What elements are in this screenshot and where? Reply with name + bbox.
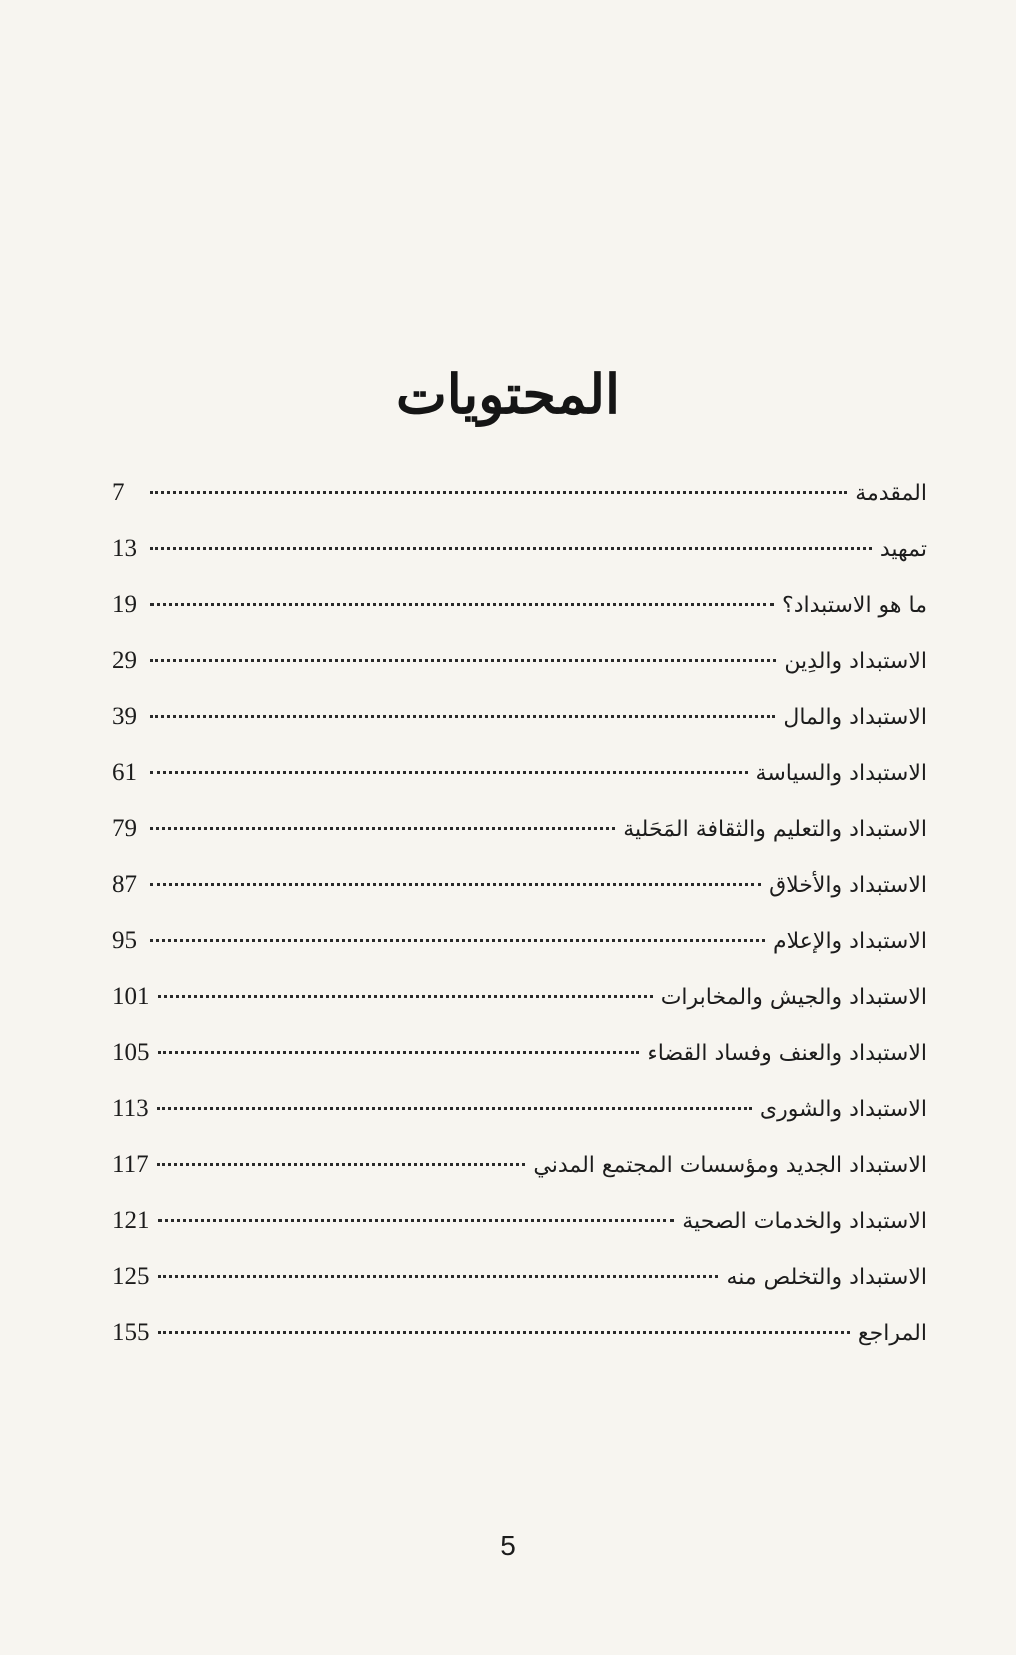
toc-entry-tyranny-shura xyxy=(112,1095,927,1151)
toc-entry-page: 121 xyxy=(112,1207,150,1234)
toc-entry-tyranny-religion xyxy=(112,647,927,703)
dot-leader xyxy=(150,659,776,662)
toc-entry-tyranny-money xyxy=(112,703,927,759)
toc-entry-page: 113 xyxy=(112,1095,149,1122)
dot-leader xyxy=(158,1331,850,1334)
page-number: 5 xyxy=(500,1530,516,1561)
toc-entry-label: المقدمة xyxy=(855,481,927,506)
contents-title: المحتويات xyxy=(395,362,621,427)
toc-entry-page: 7 xyxy=(112,479,125,506)
toc-entry-page: 29 xyxy=(112,647,137,674)
dot-leader xyxy=(158,1051,640,1054)
dot-leader xyxy=(150,547,872,550)
toc-entry-label: الاستبداد الجديد ومؤسسات المجتمع المدني xyxy=(533,1153,927,1178)
toc-entry-label: الاستبداد والتعليم والثقافة المَحَلية xyxy=(623,817,927,842)
dot-leader xyxy=(150,603,774,606)
toc-entry-page: 79 xyxy=(112,815,137,842)
dot-leader xyxy=(150,715,775,718)
toc-entry-tyranny-army xyxy=(112,983,927,1039)
toc-entry-tyranny-education xyxy=(112,815,927,871)
toc-entry-tyranny-riddance xyxy=(112,1263,927,1319)
toc-entry-introduction xyxy=(112,479,927,535)
toc-entry-label: الاستبداد والأخلاق xyxy=(769,873,927,898)
toc-entry-page: 61 xyxy=(112,759,137,786)
dot-leader xyxy=(158,1275,719,1278)
dot-leader xyxy=(150,883,761,886)
toc-entry-label: الاستبداد والتخلص منه xyxy=(726,1265,927,1290)
toc-entry-tyranny-ethics xyxy=(112,871,927,927)
toc-entry-tyranny-violence xyxy=(112,1039,927,1095)
dot-leader xyxy=(158,1219,675,1222)
table-of-contents xyxy=(112,479,927,1375)
dot-leader xyxy=(150,771,748,774)
toc-entry-what-is-tyranny xyxy=(112,591,927,647)
toc-entry-tyranny-media xyxy=(112,927,927,983)
toc-entry-page: 155 xyxy=(112,1319,150,1346)
toc-entry-label: الاستبداد والجيش والمخابرات xyxy=(660,985,927,1010)
toc-entry-label: الاستبداد والمال xyxy=(783,705,927,730)
dot-leader xyxy=(158,995,653,998)
dot-leader xyxy=(157,1163,526,1166)
toc-entry-references xyxy=(112,1319,927,1375)
toc-entry-label: الاستبداد والعنف وفساد القضاء xyxy=(647,1041,927,1066)
dot-leader xyxy=(150,491,847,494)
toc-entry-page: 19 xyxy=(112,591,137,618)
toc-entry-page: 117 xyxy=(112,1151,149,1178)
toc-entry-page: 13 xyxy=(112,535,137,562)
dot-leader xyxy=(157,1107,752,1110)
toc-entry-new-tyranny xyxy=(112,1151,927,1207)
toc-entry-tyranny-politics xyxy=(112,759,927,815)
toc-entry-page: 101 xyxy=(112,983,150,1010)
toc-entry-label: الاستبداد والدِين xyxy=(784,649,927,674)
toc-entry-label: تمهيد xyxy=(879,537,927,562)
toc-entry-label: ما هو الاستبداد؟ xyxy=(782,593,927,618)
toc-entry-page: 95 xyxy=(112,927,137,954)
toc-entry-page: 105 xyxy=(112,1039,150,1066)
toc-entry-page: 87 xyxy=(112,871,137,898)
toc-entry-tyranny-health xyxy=(112,1207,927,1263)
toc-entry-label: الاستبداد والشورى xyxy=(759,1097,927,1122)
toc-entry-label: الاستبداد والسياسة xyxy=(755,761,927,786)
toc-entry-label: الاستبداد والخدمات الصحية xyxy=(682,1209,927,1234)
toc-entry-preface xyxy=(112,535,927,591)
dot-leader xyxy=(150,827,615,830)
dot-leader xyxy=(150,939,765,942)
toc-entry-label: الاستبداد والإعلام xyxy=(773,929,927,954)
toc-entry-label: المراجع xyxy=(857,1321,927,1346)
toc-entry-page: 39 xyxy=(112,703,137,730)
toc-entry-page: 125 xyxy=(112,1263,150,1290)
